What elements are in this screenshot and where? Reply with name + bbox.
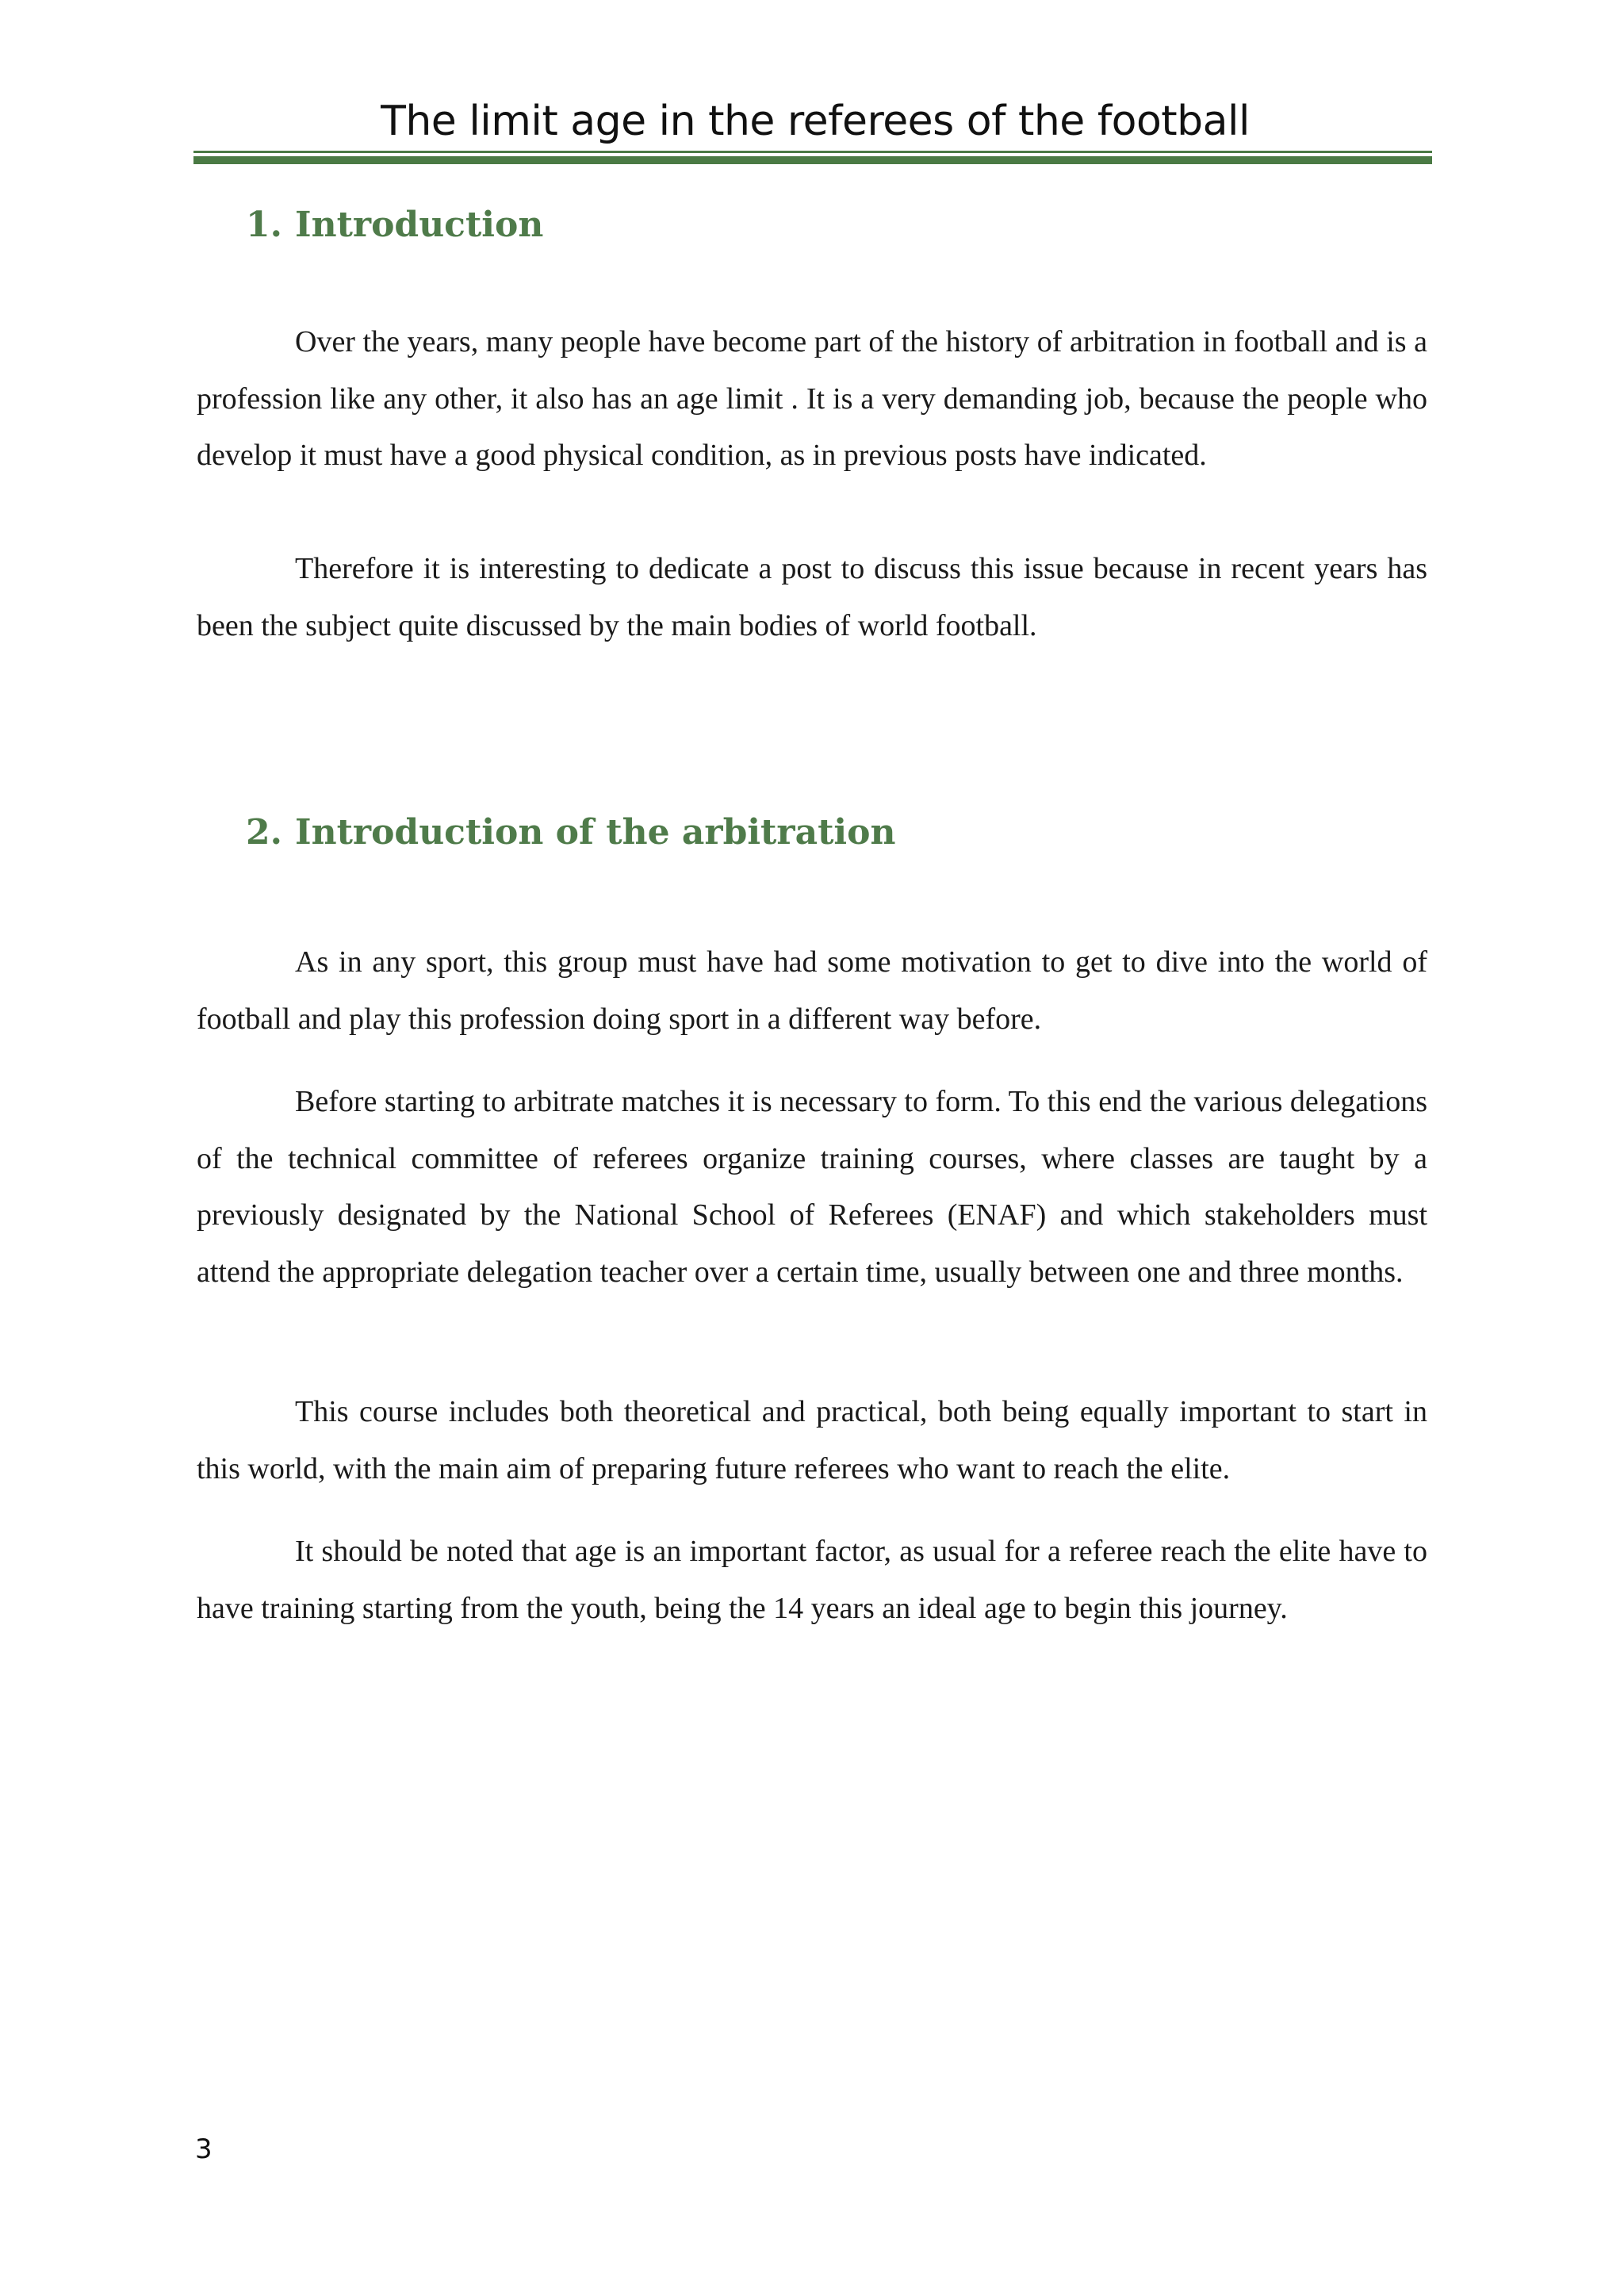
- paragraph: Therefore it is interesting to dedicate a post to discuss this issue because in recent years has been the subject quite discussed by the main bodies of world football.: [197, 552, 1427, 642]
- section-title: Introduction: [295, 205, 544, 245]
- running-header-title: The limit age in the referees of the football: [381, 98, 1250, 145]
- paragraph: As in any sport, this group must have had some motivation to get to dive into the world of football and play this profession doing sport in a different way before.: [197, 945, 1427, 1036]
- paragraph: This course includes both theoretical and practical, both being equally important to start in this world, with the main aim of preparing future referees who want to reach the elite.: [197, 1395, 1427, 1485]
- section-title: Introduction of the arbitration: [295, 812, 896, 853]
- paragraph: It should be noted that age is an important factor, as usual for a referee reach the elite have to have training starting from the youth, being the 14 years an ideal age to begin this journey.: [197, 1535, 1427, 1625]
- header-rule-thin: [193, 151, 1432, 153]
- section-number: 1.: [246, 205, 282, 245]
- header-rule-thick: [193, 156, 1432, 164]
- section-number: 2.: [246, 812, 282, 853]
- paragraph: Before starting to arbitrate matches it is necessary to form. To this end the various delegations of the technical committee of referees organize training courses, where classes are taught by a previously designated by the National School of Referees (ENAF) and which stakeholders must attend the appropriate delegation teacher over a certain time, usually between one and three months.: [197, 1085, 1427, 1289]
- section-heading-introduction-of-the-arbitration: [246, 809, 895, 857]
- section-heading-introduction: [246, 201, 543, 249]
- page-number: 3: [195, 2133, 213, 2165]
- paragraph: Over the years, many people have become part of the history of arbitration in football and is a profession like any other, it also has an age limit . It is a very demanding job, because the people who develop it must have a good physical condition, as in previous posts have indicated.: [197, 325, 1427, 472]
